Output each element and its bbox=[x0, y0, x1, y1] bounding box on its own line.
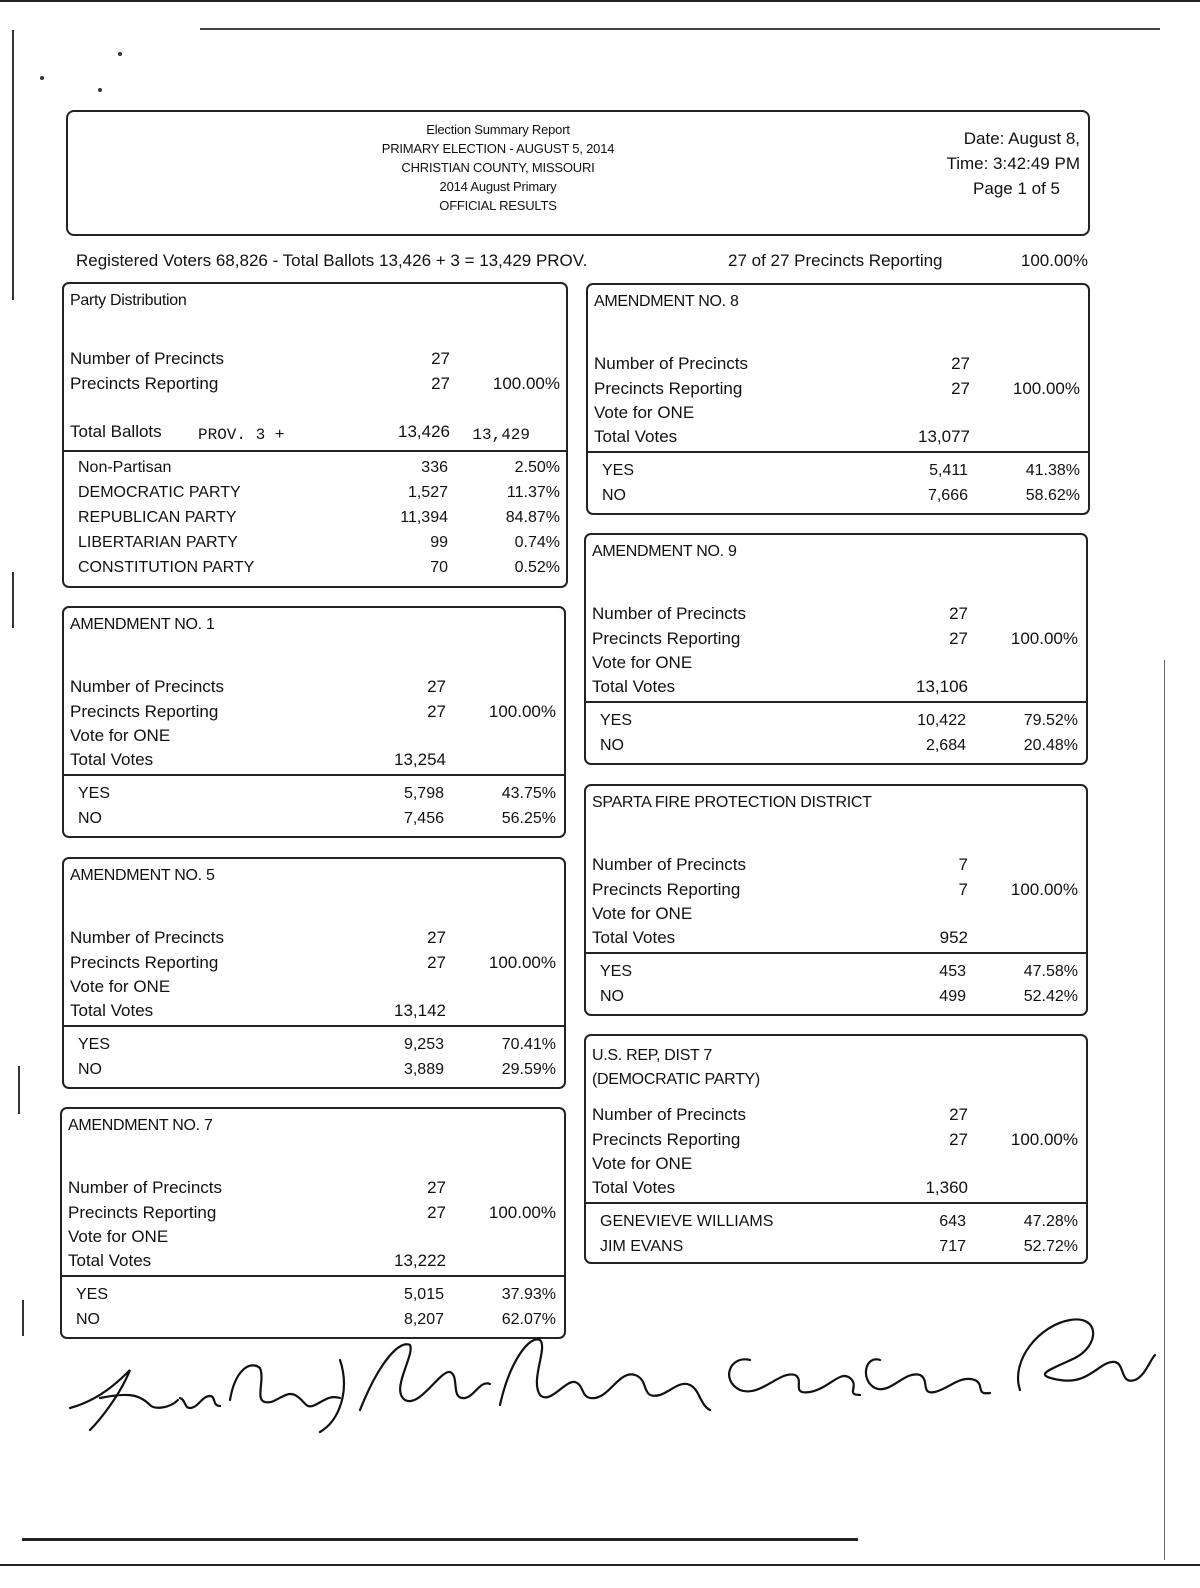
top-border-line bbox=[0, 0, 1200, 2]
choice-count: 453 bbox=[939, 963, 966, 980]
total-votes-row: Total Votes 13,106 bbox=[592, 677, 968, 696]
signature-2 bbox=[230, 1360, 344, 1432]
choice-percent: 29.59% bbox=[501, 1061, 556, 1078]
election-label: 2014 August Primary bbox=[439, 179, 557, 194]
choice-count: 5,411 bbox=[929, 462, 968, 479]
contest-box bbox=[584, 533, 1088, 765]
choice-label: NO bbox=[600, 737, 624, 754]
box-title: Party Distribution bbox=[70, 292, 187, 309]
precincts-reporting-summary: 27 of 27 Precincts Reporting bbox=[728, 251, 943, 270]
choice-row bbox=[600, 985, 1078, 1009]
signature-1 bbox=[70, 1370, 220, 1430]
choice-row bbox=[602, 484, 1080, 508]
choice-label: GENEVIEVE WILLIAMS bbox=[600, 1213, 774, 1230]
choice-label: NO bbox=[78, 810, 102, 827]
choice-count: 7,456 bbox=[403, 810, 444, 827]
total-votes-row: Total Votes 952 bbox=[592, 928, 968, 947]
party-percent: 84.87% bbox=[505, 509, 560, 526]
divider bbox=[62, 774, 566, 776]
total-with-prov: 13,429 bbox=[472, 426, 530, 444]
precincts-row: Number of Precincts 27 bbox=[592, 604, 968, 623]
contest-title: AMENDMENT NO. 5 bbox=[70, 867, 215, 884]
total-votes-row: Total Votes 13,254 bbox=[70, 750, 446, 769]
divider bbox=[584, 952, 1088, 954]
vote-for-row: Vote for ONE bbox=[594, 403, 695, 422]
summary-line bbox=[76, 247, 1088, 275]
signature-5 bbox=[729, 1359, 860, 1395]
party-name: REPUBLICAN PARTY bbox=[78, 509, 237, 526]
contest-title: AMENDMENT NO. 8 bbox=[594, 293, 739, 310]
contest-title: U.S. REP, DIST 7 (DEMOCRATIC PARTY) bbox=[592, 1047, 760, 1088]
scan-speck bbox=[118, 52, 122, 56]
choice-percent: 41.38% bbox=[1025, 462, 1080, 479]
party-name: CONSTITUTION PARTY bbox=[78, 559, 255, 576]
left-margin-mark bbox=[12, 572, 14, 628]
choice-label: YES bbox=[78, 1036, 111, 1053]
total-ballots-row: Total Ballots PROV. 3 + 13,426 13,429 bbox=[70, 420, 560, 444]
precincts-row: Number of Precincts 27 bbox=[592, 1105, 968, 1124]
bottom-border-line bbox=[0, 1564, 1200, 1566]
page-number: Page 1 of 5 bbox=[973, 179, 1060, 198]
reporting-row: Precincts Reporting 27 100.00% bbox=[70, 374, 560, 393]
report-meta bbox=[946, 126, 1080, 201]
county-name: CHRISTIAN COUNTY, MISSOURI bbox=[401, 160, 595, 175]
choice-label: JIM EVANS bbox=[600, 1238, 684, 1255]
choice-percent: 62.07% bbox=[501, 1311, 556, 1328]
report-time: Time: 3:42:49 PM bbox=[946, 154, 1080, 173]
precincts-row: Number of Precincts 27 bbox=[594, 354, 970, 373]
choice-percent: 47.58% bbox=[1023, 963, 1078, 980]
prov-note: PROV. 3 + bbox=[198, 426, 285, 444]
report-title: Election Summary Report bbox=[426, 122, 570, 137]
choice-percent: 20.48% bbox=[1023, 737, 1078, 754]
party-row bbox=[78, 456, 560, 480]
choice-label: NO bbox=[602, 487, 626, 504]
party-name: LIBERTARIAN PARTY bbox=[78, 534, 238, 551]
total-votes-row: Total Votes 1,360 bbox=[592, 1178, 968, 1197]
party-percent: 2.50% bbox=[514, 459, 560, 476]
choice-label: YES bbox=[600, 963, 633, 980]
precincts-row: Number of Precincts 27 bbox=[70, 349, 450, 368]
choice-percent: 37.93% bbox=[501, 1286, 556, 1303]
choice-label: YES bbox=[78, 785, 111, 802]
choice-count: 8,207 bbox=[403, 1311, 444, 1328]
choice-count: 5,015 bbox=[403, 1286, 444, 1303]
choice-count: 7,666 bbox=[927, 487, 968, 504]
reporting-row: Precincts Reporting 27 100.00% bbox=[68, 1203, 556, 1222]
party-percent: 0.52% bbox=[514, 559, 560, 576]
signature-6 bbox=[866, 1359, 990, 1393]
reporting-row: Precincts Reporting 27 100.00% bbox=[70, 702, 556, 721]
choice-row bbox=[600, 1235, 1078, 1259]
reporting-percent: 100.00% bbox=[1020, 251, 1088, 270]
contest-box bbox=[62, 857, 566, 1089]
precincts-row: Number of Precincts 27 bbox=[70, 677, 446, 696]
party-count: 99 bbox=[430, 534, 448, 551]
signature-3 bbox=[360, 1344, 490, 1410]
divider bbox=[62, 450, 568, 452]
party-percent: 11.37% bbox=[506, 484, 560, 501]
party-distribution-box bbox=[62, 282, 568, 588]
contest-box bbox=[62, 606, 566, 838]
contest-box bbox=[586, 283, 1090, 515]
divider bbox=[586, 451, 1090, 453]
vote-for-row: Vote for ONE bbox=[592, 1154, 693, 1173]
party-count: 11,394 bbox=[400, 509, 448, 526]
choice-count: 10,422 bbox=[917, 712, 966, 729]
report-title-block bbox=[328, 120, 668, 215]
contest-title: AMENDMENT NO. 9 bbox=[592, 543, 737, 560]
signature-4 bbox=[500, 1339, 710, 1410]
vote-for-row: Vote for ONE bbox=[70, 726, 171, 745]
contest-title: SPARTA FIRE PROTECTION DISTRICT bbox=[592, 794, 872, 811]
choice-row bbox=[78, 1058, 556, 1082]
choice-percent: 58.62% bbox=[1025, 487, 1080, 504]
divider bbox=[62, 1025, 566, 1027]
choice-row bbox=[600, 1210, 1078, 1234]
choice-label: NO bbox=[600, 988, 624, 1005]
registered-voters: Registered Voters 68,826 - Total Ballots 13,426 + 3 = 13,429 PROV. bbox=[76, 251, 588, 270]
divider bbox=[584, 701, 1088, 703]
choice-row bbox=[600, 960, 1078, 984]
choice-row bbox=[78, 1033, 556, 1057]
choice-count: 3,889 bbox=[403, 1061, 444, 1078]
choice-row bbox=[78, 782, 556, 806]
choice-count: 5,798 bbox=[403, 785, 444, 802]
scan-speck bbox=[98, 88, 102, 92]
results-status: OFFICIAL RESULTS bbox=[439, 198, 557, 213]
choice-count: 717 bbox=[939, 1238, 966, 1255]
choice-label: YES bbox=[76, 1286, 109, 1303]
choice-row bbox=[600, 709, 1078, 733]
precincts-row: Number of Precincts 27 bbox=[70, 928, 446, 947]
precincts-row: Number of Precincts 7 bbox=[592, 855, 968, 874]
contest-title: AMENDMENT NO. 1 bbox=[70, 616, 215, 633]
party-percent: 0.74% bbox=[514, 534, 560, 551]
choice-percent: 70.41% bbox=[501, 1036, 556, 1053]
top-scan-line bbox=[200, 28, 1160, 30]
reporting-row: Precincts Reporting 27 100.00% bbox=[592, 629, 1078, 648]
vote-for-row: Vote for ONE bbox=[592, 904, 693, 923]
party-name: DEMOCRATIC PARTY bbox=[78, 484, 241, 501]
choice-row bbox=[78, 807, 556, 831]
reporting-row: Precincts Reporting 27 100.00% bbox=[70, 953, 556, 972]
choice-count: 499 bbox=[939, 988, 966, 1005]
total-votes-row: Total Votes 13,222 bbox=[68, 1251, 446, 1270]
left-margin-mark bbox=[12, 30, 14, 300]
signature-7 bbox=[1018, 1319, 1155, 1390]
party-row bbox=[78, 506, 560, 530]
divider bbox=[584, 1202, 1088, 1204]
choice-count: 643 bbox=[939, 1213, 966, 1230]
contest-title: AMENDMENT NO. 7 bbox=[68, 1117, 213, 1134]
party-row bbox=[78, 531, 560, 555]
choice-row bbox=[602, 459, 1080, 483]
choice-percent: 56.25% bbox=[501, 810, 556, 827]
scan-speck bbox=[40, 76, 44, 80]
choice-percent: 52.72% bbox=[1023, 1238, 1078, 1255]
report-header bbox=[66, 110, 1090, 236]
reporting-row: Precincts Reporting 7 100.00% bbox=[592, 880, 1078, 899]
choice-percent: 52.42% bbox=[1023, 988, 1078, 1005]
total-votes-row: Total Votes 13,077 bbox=[594, 427, 970, 446]
choice-label: YES bbox=[602, 462, 635, 479]
election-name: PRIMARY ELECTION - AUGUST 5, 2014 bbox=[381, 141, 615, 156]
total-votes-row: Total Votes 13,142 bbox=[70, 1001, 446, 1020]
bottom-scan-line bbox=[22, 1538, 858, 1541]
signatures bbox=[60, 1300, 1160, 1450]
vote-for-row: Vote for ONE bbox=[68, 1227, 169, 1246]
vote-for-row: Vote for ONE bbox=[592, 653, 693, 672]
contest-box bbox=[584, 1034, 1088, 1264]
party-count: 70 bbox=[430, 559, 448, 576]
choice-label: YES bbox=[600, 712, 633, 729]
choice-label: NO bbox=[78, 1061, 102, 1078]
party-count: 1,527 bbox=[407, 484, 448, 501]
precincts-row: Number of Precincts 27 bbox=[68, 1178, 446, 1197]
party-name: Non-Partisan bbox=[78, 459, 172, 476]
party-count: 336 bbox=[421, 459, 448, 476]
divider bbox=[60, 1275, 566, 1277]
choice-row bbox=[600, 734, 1078, 758]
left-margin-mark bbox=[18, 1066, 20, 1114]
left-margin-mark bbox=[22, 1300, 24, 1336]
choice-percent: 43.75% bbox=[501, 785, 556, 802]
choice-count: 2,684 bbox=[925, 737, 966, 754]
right-margin-mark bbox=[1164, 660, 1165, 1560]
party-row bbox=[78, 556, 560, 580]
choice-count: 9,253 bbox=[403, 1036, 444, 1053]
reporting-row: Precincts Reporting 27 100.00% bbox=[594, 379, 1080, 398]
choice-percent: 47.28% bbox=[1023, 1213, 1078, 1230]
report-date: Date: August 8, bbox=[963, 129, 1080, 148]
reporting-row: Precincts Reporting 27 100.00% bbox=[592, 1130, 1078, 1149]
choice-percent: 79.52% bbox=[1023, 712, 1078, 729]
party-row bbox=[78, 481, 560, 505]
vote-for-row: Vote for ONE bbox=[70, 977, 171, 996]
contest-box bbox=[584, 784, 1088, 1016]
choice-label: NO bbox=[76, 1311, 100, 1328]
